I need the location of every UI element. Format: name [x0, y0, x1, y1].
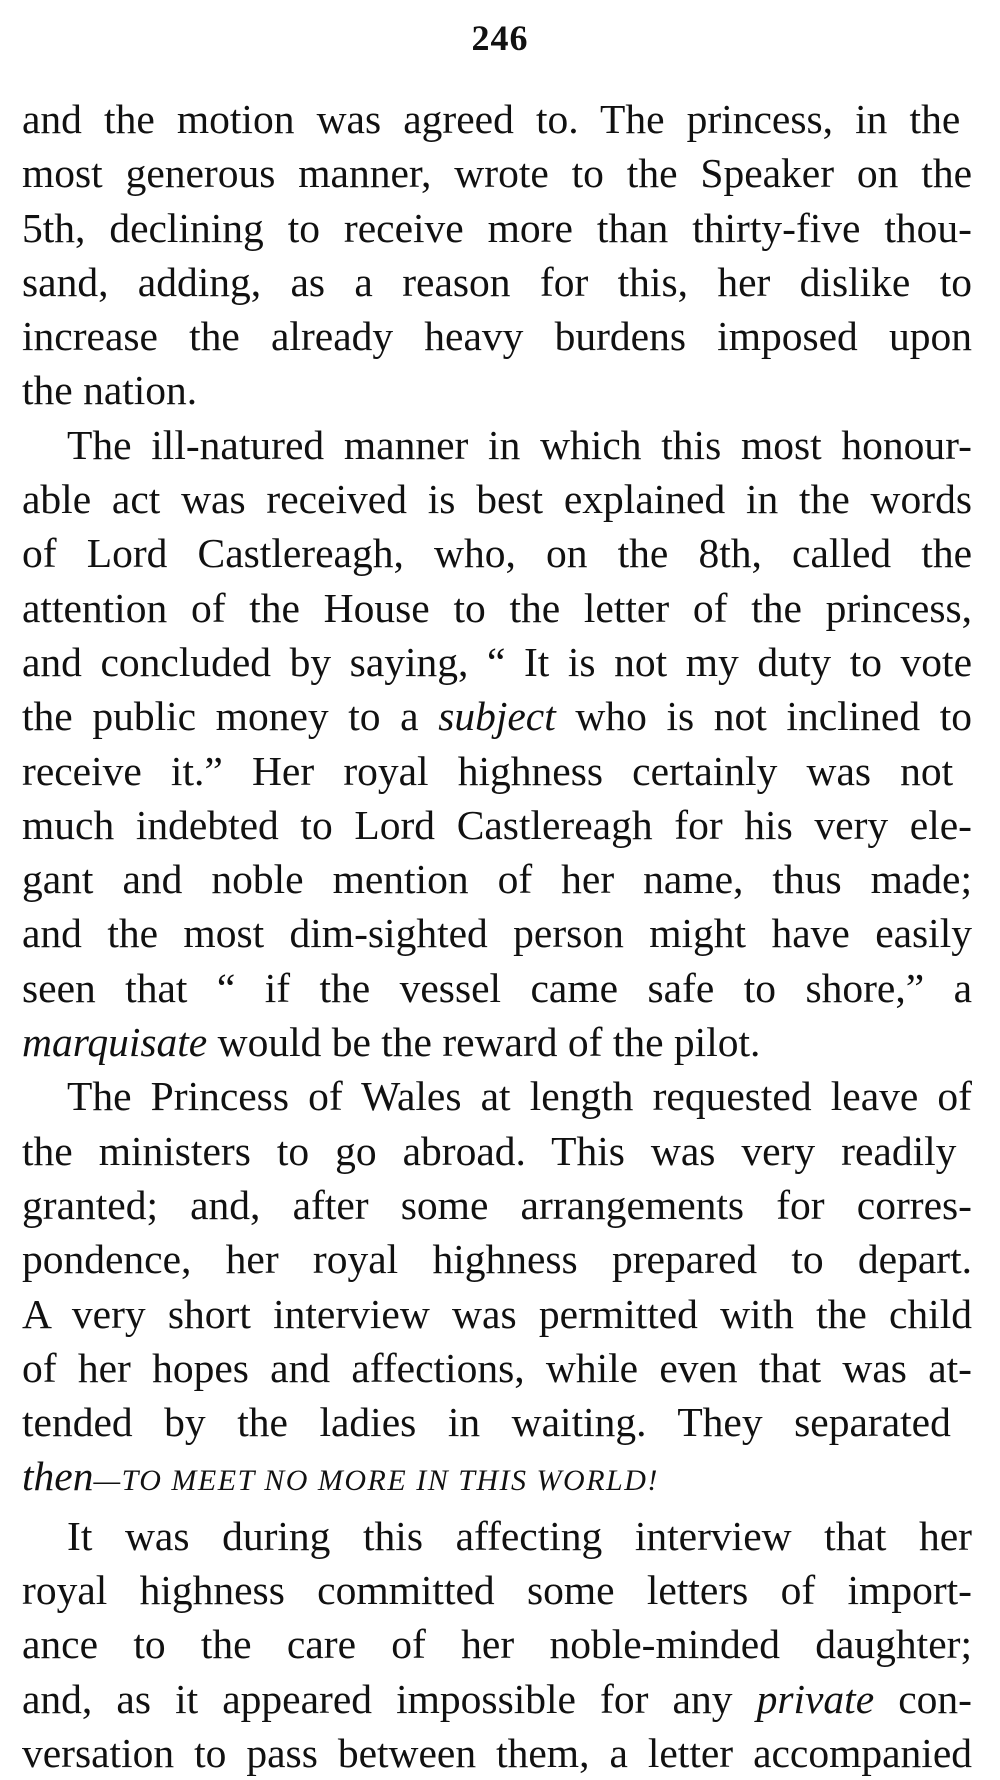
page-number: 246 — [471, 18, 529, 58]
text-line: the ministers to go abroad. This was very readily — [22, 1127, 957, 1174]
text-line: It was during this affecting interview that her — [67, 1512, 972, 1559]
paragraph-4 — [22, 1509, 972, 1780]
text-line: and the most dim-sighted person might have easily — [22, 910, 972, 957]
text-line: The Princess of Wales at length requested leave of — [67, 1073, 972, 1120]
paragraph-2 — [22, 418, 972, 1070]
italic-word: marquisate — [22, 1019, 208, 1066]
paragraph-1 — [22, 92, 972, 418]
italic-word: subject — [438, 693, 556, 740]
text-line: the nation. — [22, 367, 198, 414]
text-line: much indebted to Lord Castlereagh for his very ele- — [22, 801, 972, 848]
italic-word: private — [756, 1675, 875, 1722]
italic-word: then — [22, 1453, 94, 1500]
text-body — [22, 92, 972, 1780]
text-line: marquisate would be the reward of the pilot. — [22, 1019, 761, 1066]
text-line: versation to pass between them, a letter accompanied — [22, 1729, 972, 1776]
small-caps-phrase: —TO MEET NO MORE IN THIS WORLD! — [93, 1464, 659, 1498]
text-line: gant and noble mention of her name, thus made; — [22, 856, 972, 903]
text-line: 5th, declining to receive more than thirty-five thou- — [22, 204, 972, 251]
text-line: tended by the ladies in waiting. They separated — [22, 1399, 951, 1446]
text-line: and the motion was agreed to. The princess, in the — [22, 96, 961, 142]
text-line: pondence, her royal highness prepared to depart. — [22, 1236, 972, 1283]
text-line: ance to the care of her noble-minded daughter; — [22, 1621, 972, 1668]
text-line: of Lord Castlereagh, who, on the 8th, called the — [22, 530, 972, 577]
text-line: sand, adding, as a reason for this, her dislike to — [22, 258, 972, 305]
text-line — [22, 1449, 972, 1508]
paragraph-3 — [22, 1069, 972, 1508]
text-line: The ill-natured manner in which this most honour- — [67, 421, 972, 468]
text-line: granted; and, after some arrangements for corres- — [22, 1181, 972, 1228]
text-line: seen that “ if the vessel came safe to shore,” a — [22, 964, 972, 1011]
text-line: most generous manner, wrote to the Speaker on the — [22, 150, 972, 197]
text-line: receive it.” Her royal highness certainly was not — [22, 747, 954, 794]
text-line: able act was received is best explained in the words — [22, 476, 972, 523]
text-line: A very short interview was permitted with the child — [22, 1290, 972, 1337]
text-line: the public money to a subject who is not inclined to — [22, 693, 972, 740]
text-line: of her hopes and affections, while even that was at- — [22, 1344, 972, 1391]
text-line: and concluded by saying, “ It is not my duty to vote — [22, 638, 972, 685]
text-line: increase the already heavy burdens imposed upon — [22, 313, 972, 360]
text-line: attention of the House to the letter of the princess, — [22, 584, 972, 631]
text-line: and, as it appeared impossible for any private con- — [22, 1675, 972, 1722]
text-line: royal highness committed some letters of import- — [22, 1567, 972, 1614]
